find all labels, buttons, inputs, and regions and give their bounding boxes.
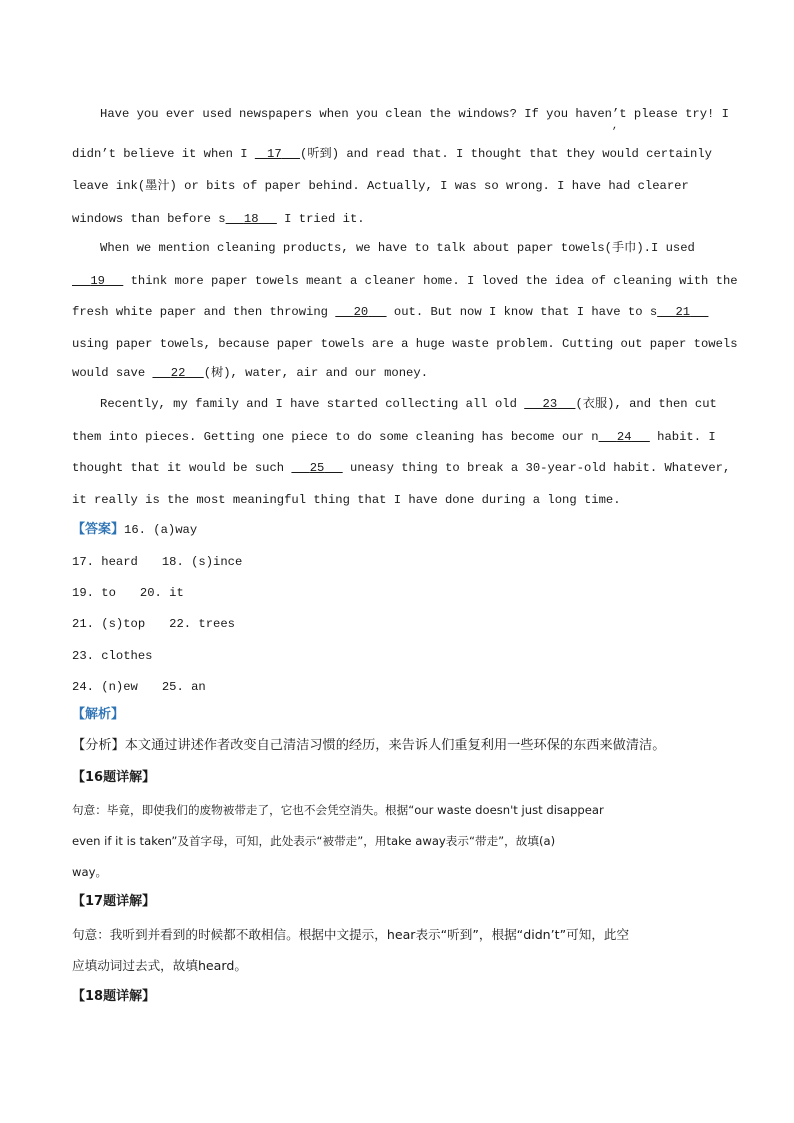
answer-18: 18. (s)ince	[161, 555, 243, 569]
blank-23: 23	[542, 397, 558, 411]
answers-row-1	[72, 520, 197, 538]
analysis-label: 【解析】	[72, 707, 125, 722]
blank-18: 18	[243, 212, 259, 226]
passage-p1-line4: windows than before s 18 I tried it.	[72, 212, 365, 226]
passage-p3-line1: Recently, my family and I have started collecting all old 23 (衣服), and then cut	[100, 397, 717, 411]
blank-22: 22	[170, 366, 186, 380]
answer-label: 【答案】	[72, 522, 125, 537]
answers-row-2	[72, 553, 242, 571]
passage-p2-line5: would save 22 (树), water, air and our money.	[72, 366, 429, 380]
passage-p1-line1: Have you ever used newspapers when you clean the windows? If you haven’t please try! I	[100, 107, 729, 121]
blank-21: 21	[675, 305, 691, 319]
blank-25: 25	[309, 461, 325, 475]
passage-p1-line3: leave ink(墨汁) or bits of paper behind. Actually, I was so wrong. I have had clearer	[72, 179, 689, 193]
q17-line2: 应填动词过去式，故填heard。	[72, 958, 247, 973]
q17-title: 【17题详解】	[72, 894, 156, 909]
answer-16: 16. (a)way	[124, 523, 198, 537]
passage-p2-line2: 19 think more paper towels meant a cleaner home. I loved the idea of cleaning with the	[72, 272, 722, 290]
analysis-summary: 【分析】本文通过讲述作者改变自己清洁习惯的经历，来告诉人们重复利用一些环保的东西来做清洁。	[72, 738, 666, 753]
blank-20: 20	[353, 305, 369, 319]
passage-p1-line2: didn’t believe it when I 17 (听到) and read that. I thought that they would certainly	[72, 147, 713, 161]
blank-19: 19	[90, 274, 105, 288]
q16-line3: way。	[72, 865, 108, 879]
answer-24: 24. (n)ew	[72, 680, 138, 694]
passage-p3-line3: thought that it would be such 25 uneasy thing to break a 30-year-old habit. Whatever,	[72, 461, 731, 475]
q16-title: 【16题详解】	[72, 770, 156, 785]
answers-row-5	[72, 647, 152, 665]
passage-p2-line4: using paper towels, because paper towels are a huge waste problem. Cutting out paper towels	[72, 337, 738, 351]
passage-p2-line1: When we mention cleaning products, we have to talk about paper towels(手巾).I used	[100, 241, 695, 255]
answer-21: 21. (s)top	[72, 617, 146, 631]
answer-23: 23. clothes	[72, 649, 153, 663]
q16-line1: 句意：毕竟，即使我们的废物被带走了，它也不会凭空消失。根据“our waste doesn't just disappear	[72, 803, 604, 817]
passage-p3-line4: it really is the most meaningful thing that I have done during a long time.	[72, 493, 621, 507]
answers-row-4	[72, 615, 235, 633]
blank-24: 24	[616, 430, 632, 444]
answer-20: 20. it	[139, 586, 184, 600]
answers-row-3	[72, 584, 184, 602]
passage-p3-line2: them into pieces. Getting one piece to do some cleaning has become our n 24 habit. I	[72, 430, 716, 444]
q18-title: 【18题详解】	[72, 989, 156, 1004]
blank-17: 17	[267, 147, 282, 161]
passage-p2-line3: fresh white paper and then throwing 20 out. But now I know that I have to s 21	[72, 303, 722, 321]
answers-row-6	[72, 678, 206, 696]
answer-22: 22. trees	[169, 617, 235, 631]
answer-19: 19. to	[72, 586, 116, 600]
stray-comma-mark: ,	[612, 121, 619, 132]
answer-25: 25. an	[161, 680, 206, 694]
q16-line2: even if it is taken”及首字母，可知，此处表示“被带走”，用take away表示“带走”，故填(a)	[72, 834, 556, 848]
q17-line1: 句意：我听到并看到的时候都不敢相信。根据中文提示，hear表示“听到”，根据“didn’t”可知，此空	[72, 927, 630, 942]
answer-17: 17. heard	[72, 555, 138, 569]
